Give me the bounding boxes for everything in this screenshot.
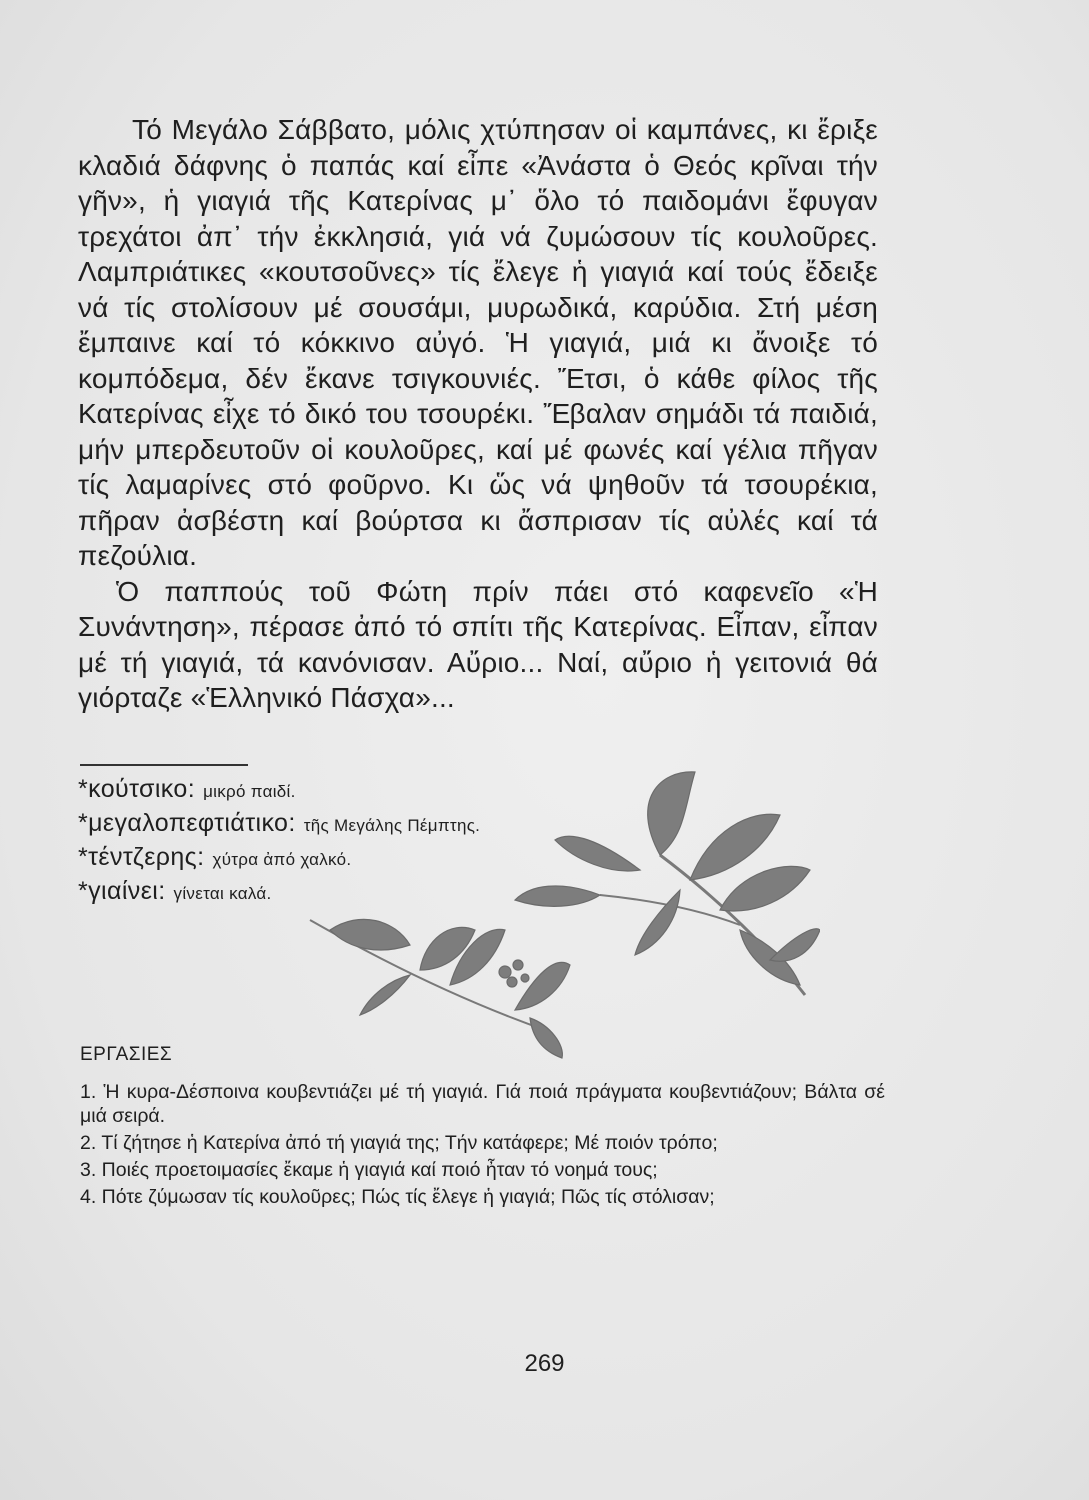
exercises-list: [80, 1080, 885, 1209]
exercises-section: [80, 1044, 885, 1212]
main-text: [78, 112, 878, 716]
exercise-item: 4. Πότε ζύμωσαν τίς κουλοῦρες; Πώς τίς ἔλεγε ἡ γιαγιά; Πῶς τίς στόλισαν;: [80, 1186, 715, 1208]
paragraph: Ὁ παππούς τοῦ Φώτη πρίν πάει στό καφενεῖο «Ἡ Συνάντηση», πέρασε ἀπό τό σπίτι τῆς Κατερίνας. Εἶπαν, εἶπαν μέ τή γιαγιά, τά κανόνισαν. Αὔριο... Ναί, αὔριο ἡ γειτονιά θά γιόρταζε «Ἑλληνικό Πάσχα»...: [78, 575, 878, 713]
laurel-branch-icon: [300, 760, 820, 1060]
footnote-term: *κούτσικο:: [78, 775, 196, 803]
footnote-term: *τέντζερης:: [78, 843, 205, 871]
exercise-item: 3. Ποιές προετοιμασίες ἔκαμε ἡ γιαγιά καί ποιό ἦταν τό νοημά τους;: [80, 1159, 658, 1181]
exercise-item: 1. Ἡ κυρα-Δέσποινα κουβεντιάζει μέ τή γιαγιά. Γιά ποιά πράγματα κουβεντιάζουν; Βάλτα σέ μιά σειρά.: [80, 1081, 885, 1127]
footnote-definition: γίνεται καλά.: [173, 884, 272, 903]
footnote-term: *γιαίνει:: [78, 877, 166, 905]
footnote-definition: μικρό παιδί.: [203, 782, 296, 801]
footnote-definition: τῆς Μεγάλης Πέμπτης.: [303, 816, 481, 835]
page-number: 269: [524, 1350, 565, 1377]
exercises-title: ΕΡΓΑΣΙΕΣ: [80, 1044, 173, 1065]
exercise-item: 2. Τί ζήτησε ἡ Κατερίνα ἀπό τή γιαγιά της; Τήν κατάφερε; Μέ ποιόν τρόπο;: [80, 1132, 718, 1154]
footnote-divider: [80, 764, 248, 766]
footnote-definition: χύτρα ἀπό χαλκό.: [212, 850, 352, 869]
footnote-term: *μεγαλοπεφτιάτικο:: [78, 809, 296, 837]
paragraph: Τό Μεγάλο Σάββατο, μόλις χτύπησαν οἱ καμπάνες, κι ἔριξε κλαδιά δάφνης ὁ παπάς καί εἶπε «Ἀνάστα ὁ Θεός κρῖναι τήν γῆν», ἡ γιαγιά τῆς Κατερίνας μ᾽ ὅλο τό παιδομάνι ἔφυγαν τρεχάτοι ἀπ᾽ τήν ἐκκλησιά, γιά νά ζυμώσουν τίς κουλοῦρες. Λαμπριάτικες «κουτσοῦνες» τίς ἔλεγε ἡ γιαγιά καί τούς ἔδειξε νά τίς στολίσουν μέ σουσάμι, μυρωδικά, καρύδια. Στή μέση ἔμπαινε καί τό κόκκινο αὐγό. Ἡ γιαγιά, μιά κι ἄνοιξε τό κομπόδεμα, δέν ἔκανε τσιγκουνιές. Ἔτσι, ὁ κάθε φίλος τῆς Κατερίνας εἶχε τό δικό του τσουρέκι. Ἔβαλαν σημάδι τά παιδιά, μήν μπερδευτοῦν οἱ κουλοῦρες, καί μέ φωνές καί γέλια πῆγαν τίς λαμαρίνες στό φοῦρνο. Κι ὥς νά ψηθοῦν τά τσουρέκια, πῆραν ἀσβέστη καί βούρτσα κι ἄσπρισαν τίς αὐλές καί τά πεζούλια.: [78, 114, 878, 571]
